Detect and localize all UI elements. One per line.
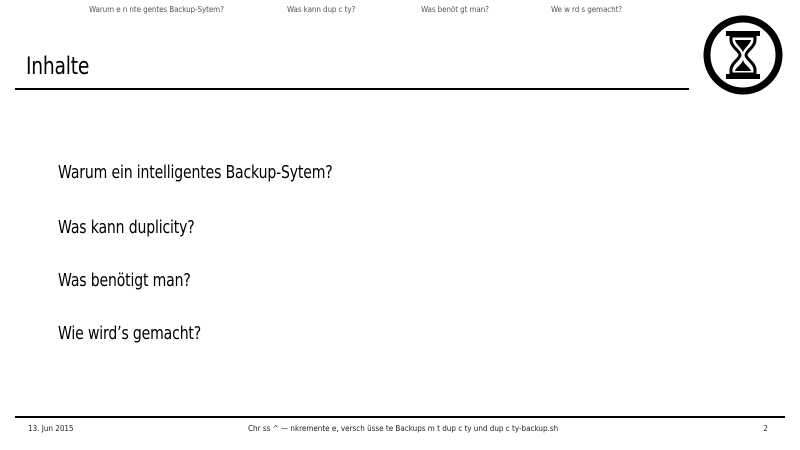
- nav-section-requirements[interactable]: Was benöt gt man?: [421, 5, 489, 14]
- toc-item-why-backup[interactable]: Warum ein intelligentes Backup-Sytem?: [58, 162, 333, 183]
- slide-title: Inhalte: [26, 52, 90, 80]
- hourglass-icon: [702, 14, 784, 96]
- nav-section-duplicity[interactable]: Was kann dup c ty?: [287, 5, 356, 14]
- toc-item-howto[interactable]: Wie wird’s gemacht?: [58, 323, 202, 344]
- footer-talk-title: Chr ss ^ — nkremente e, versch üsse te Backups m t dup c ty und dup c ty-backup.sh: [248, 424, 559, 433]
- page-number: 2: [763, 424, 768, 433]
- footer-date: 13. Jun 2015: [28, 424, 74, 433]
- footer-divider: [15, 416, 785, 418]
- section-navigation: [0, 5, 690, 19]
- toc-item-duplicity[interactable]: Was kann duplicity?: [58, 217, 195, 238]
- toc-item-requirements[interactable]: Was benötigt man?: [58, 270, 191, 291]
- title-divider: [15, 88, 689, 90]
- nav-section-howto[interactable]: We w rd s gemacht?: [551, 5, 623, 14]
- nav-section-why-backup[interactable]: Warum e n nte gentes Backup-Sytem?: [89, 5, 224, 14]
